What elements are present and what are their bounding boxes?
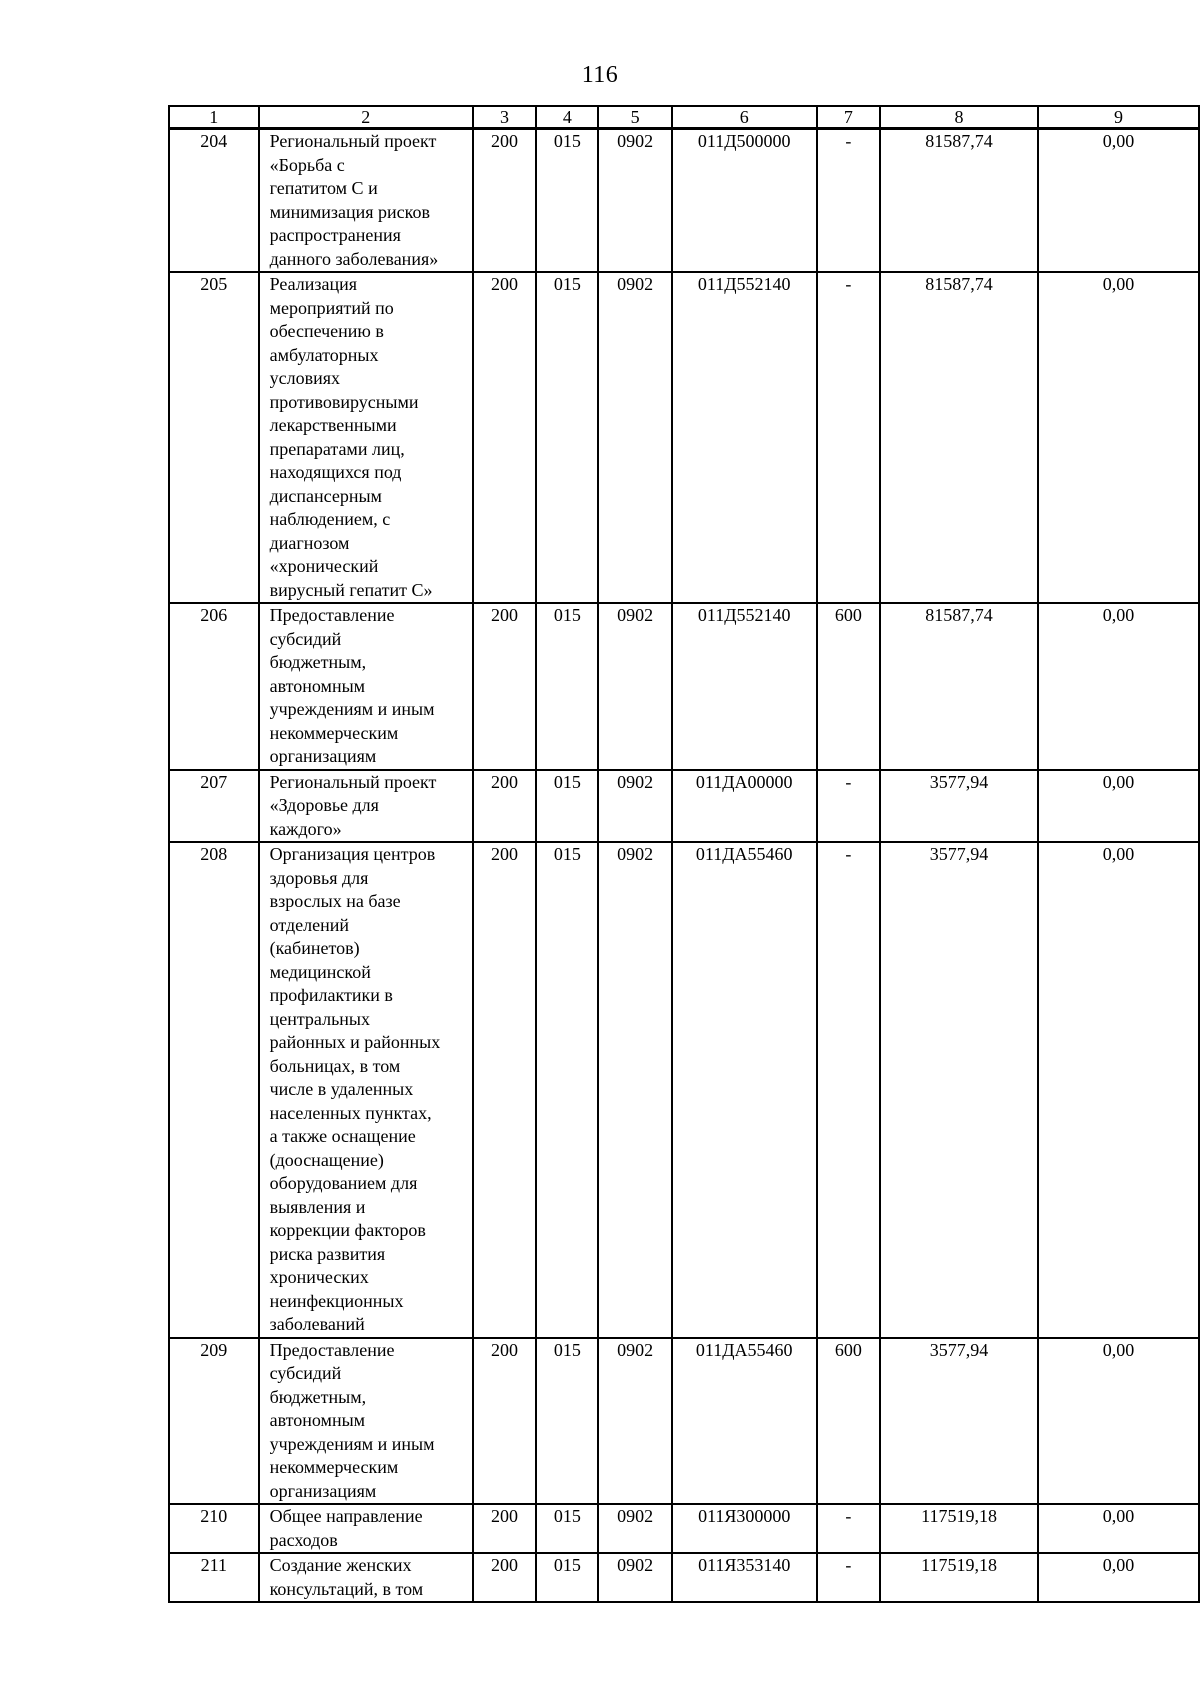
col6-target-article: 011Я300000 [672, 1504, 817, 1553]
description-line: хронических [269, 1267, 369, 1287]
description-line: населенных пунктах, [269, 1102, 432, 1123]
row-number: 208 [169, 842, 259, 1338]
description-line: Создание женских [269, 1555, 412, 1575]
description-line: каждого» [269, 818, 342, 839]
col5-value: 0902 [598, 1553, 671, 1602]
col3-value: 200 [473, 129, 536, 273]
row-description [259, 1553, 473, 1602]
col7-expense-type: - [817, 1553, 880, 1602]
col9-amount: 0,00 [1038, 1553, 1199, 1602]
column-header: 6 [672, 106, 817, 129]
row-number: 204 [169, 129, 259, 273]
description-line: данного заболевания» [269, 248, 439, 269]
col6-target-article: 011Д552140 [672, 603, 817, 770]
table-row [169, 842, 1199, 1338]
description-line: Региональный проект [269, 131, 437, 151]
description-line: Предоставление [269, 605, 395, 625]
col6-target-article: 011ДА55460 [672, 842, 817, 1338]
description-line: «Здоровье для [269, 795, 379, 815]
description-line: автономным [269, 1410, 366, 1430]
row-number: 206 [169, 603, 259, 770]
row-description [259, 603, 473, 770]
table-row [169, 603, 1199, 770]
header-row [169, 106, 1199, 129]
description-line: препаратами лиц, [269, 438, 405, 459]
description-line: организациям [269, 1480, 377, 1501]
description-line: некоммерческим [269, 722, 399, 743]
description-line: Общее направление [269, 1506, 423, 1526]
column-header: 1 [169, 106, 259, 129]
description-line: районных и районных [269, 1032, 441, 1052]
column-header: 8 [880, 106, 1038, 129]
col9-amount: 0,00 [1038, 842, 1199, 1338]
col5-value: 0902 [598, 603, 671, 770]
description-line: мероприятий по [269, 297, 394, 318]
col3-value: 200 [473, 842, 536, 1338]
col6-target-article: 011ДА55460 [672, 1338, 817, 1505]
description-line: противовирусными [269, 391, 419, 412]
description-line: здоровья для [269, 867, 369, 888]
description-line: диспансерным [269, 485, 382, 506]
col9-amount: 0,00 [1038, 1504, 1199, 1553]
col9-amount: 0,00 [1038, 272, 1199, 603]
col4-value: 015 [536, 770, 598, 843]
col9-amount: 0,00 [1038, 1338, 1199, 1505]
description-line: диагнозом [269, 532, 350, 553]
col8-amount: 81587,74 [880, 603, 1038, 770]
col4-value: 015 [536, 129, 598, 273]
col3-value: 200 [473, 1338, 536, 1505]
col4-value: 015 [536, 1338, 598, 1505]
col5-value: 0902 [598, 129, 671, 273]
col5-value: 0902 [598, 770, 671, 843]
table-row [169, 129, 1199, 273]
col9-amount: 0,00 [1038, 129, 1199, 273]
description-line: оборудованием для [269, 1173, 418, 1193]
description-line: профилактики в [269, 985, 393, 1005]
description-line: условиях [269, 368, 340, 388]
col5-value: 0902 [598, 842, 671, 1338]
description-line: (кабинетов) [269, 938, 360, 958]
table-body [169, 129, 1199, 1603]
description-line: субсидий [269, 628, 342, 649]
description-line: бюджетным, [269, 652, 367, 672]
col8-amount: 81587,74 [880, 272, 1038, 603]
description-line: находящихся под [269, 462, 402, 482]
description-line: некоммерческим [269, 1457, 399, 1477]
col3-value: 200 [473, 1504, 536, 1553]
col9-amount: 0,00 [1038, 603, 1199, 770]
col6-target-article: 011ДА00000 [672, 770, 817, 843]
row-number: 207 [169, 770, 259, 843]
description-line: организациям [269, 746, 377, 766]
col5-value: 0902 [598, 272, 671, 603]
column-header: 3 [473, 106, 536, 129]
col4-value: 015 [536, 1504, 598, 1553]
col3-value: 200 [473, 1553, 536, 1602]
row-number: 210 [169, 1504, 259, 1553]
description-line: Организация центров [269, 844, 436, 864]
description-line: минимизация рисков [269, 201, 431, 222]
description-line: взрослых на базе [269, 891, 401, 911]
col3-value: 200 [473, 603, 536, 770]
col7-expense-type: - [817, 842, 880, 1338]
table-row [169, 1338, 1199, 1505]
col7-expense-type: 600 [817, 603, 880, 770]
description-line: «Борьба с [269, 154, 345, 175]
column-header: 9 [1038, 106, 1199, 129]
description-line: отделений [269, 914, 350, 935]
col8-amount: 117519,18 [880, 1504, 1038, 1553]
column-header: 2 [259, 106, 473, 129]
description-line: неинфекционных [269, 1290, 404, 1311]
description-line: субсидий [269, 1363, 342, 1383]
col7-expense-type: - [817, 770, 880, 843]
budget-table [168, 105, 1200, 1603]
page-number: 116 [581, 62, 619, 88]
description-line: Предоставление [269, 1339, 395, 1360]
col7-expense-type: 600 [817, 1338, 880, 1505]
col4-value: 015 [536, 272, 598, 603]
description-line: лекарственными [269, 415, 397, 435]
col6-target-article: 011Д552140 [672, 272, 817, 603]
row-number: 205 [169, 272, 259, 603]
row-description [259, 1338, 473, 1505]
description-line: автономным [269, 675, 366, 696]
description-line: медицинской [269, 961, 371, 982]
row-number: 209 [169, 1338, 259, 1505]
col6-target-article: 011Я353140 [672, 1553, 817, 1602]
col9-amount: 0,00 [1038, 770, 1199, 843]
col7-expense-type: - [817, 129, 880, 273]
description-line: вирусный гепатит С» [269, 579, 433, 600]
col4-value: 015 [536, 603, 598, 770]
table-row [169, 272, 1199, 603]
description-line: заболеваний [269, 1314, 365, 1334]
description-line: «хронический [269, 556, 379, 576]
description-line: распространения [269, 225, 401, 245]
col7-expense-type: - [817, 1504, 880, 1553]
col4-value: 015 [536, 842, 598, 1338]
col7-expense-type: - [817, 272, 880, 603]
row-description [259, 272, 473, 603]
col4-value: 015 [536, 1553, 598, 1602]
description-line: центральных [269, 1008, 370, 1029]
description-line: риска развития [269, 1243, 386, 1264]
description-line: (дооснащение) [269, 1149, 384, 1170]
description-line: гепатитом С и [269, 178, 378, 198]
description-line: амбулаторных [269, 344, 379, 365]
description-line: консультаций, в том [269, 1578, 424, 1599]
row-description [259, 842, 473, 1338]
row-description [259, 1504, 473, 1553]
description-line: больницах, в том [269, 1055, 401, 1076]
description-line: учреждениям и иным [269, 699, 435, 719]
description-line: а также оснащение [269, 1126, 416, 1146]
row-number: 211 [169, 1553, 259, 1602]
description-line: Региональный проект [269, 771, 437, 792]
col8-amount: 3577,94 [880, 842, 1038, 1338]
row-description [259, 129, 473, 273]
col8-amount: 81587,74 [880, 129, 1038, 273]
description-line: расходов [269, 1529, 338, 1550]
description-line: коррекции факторов [269, 1220, 426, 1240]
col5-value: 0902 [598, 1338, 671, 1505]
table-row [169, 770, 1199, 843]
col3-value: 200 [473, 272, 536, 603]
col5-value: 0902 [598, 1504, 671, 1553]
column-header: 5 [598, 106, 671, 129]
description-line: бюджетным, [269, 1386, 367, 1407]
column-header: 4 [536, 106, 598, 129]
col6-target-article: 011Д500000 [672, 129, 817, 273]
description-line: обеспечению в [269, 321, 384, 341]
col8-amount: 3577,94 [880, 770, 1038, 843]
row-description [259, 770, 473, 843]
description-line: наблюдением, с [269, 509, 391, 529]
column-header: 7 [817, 106, 880, 129]
description-line: Реализация [269, 274, 357, 294]
description-line: выявления и [269, 1196, 366, 1217]
description-line: числе в удаленных [269, 1079, 414, 1099]
col3-value: 200 [473, 770, 536, 843]
table-row [169, 1504, 1199, 1553]
col8-amount: 117519,18 [880, 1553, 1038, 1602]
table-row [169, 1553, 1199, 1602]
col8-amount: 3577,94 [880, 1338, 1038, 1505]
description-line: учреждениям и иным [269, 1433, 435, 1454]
